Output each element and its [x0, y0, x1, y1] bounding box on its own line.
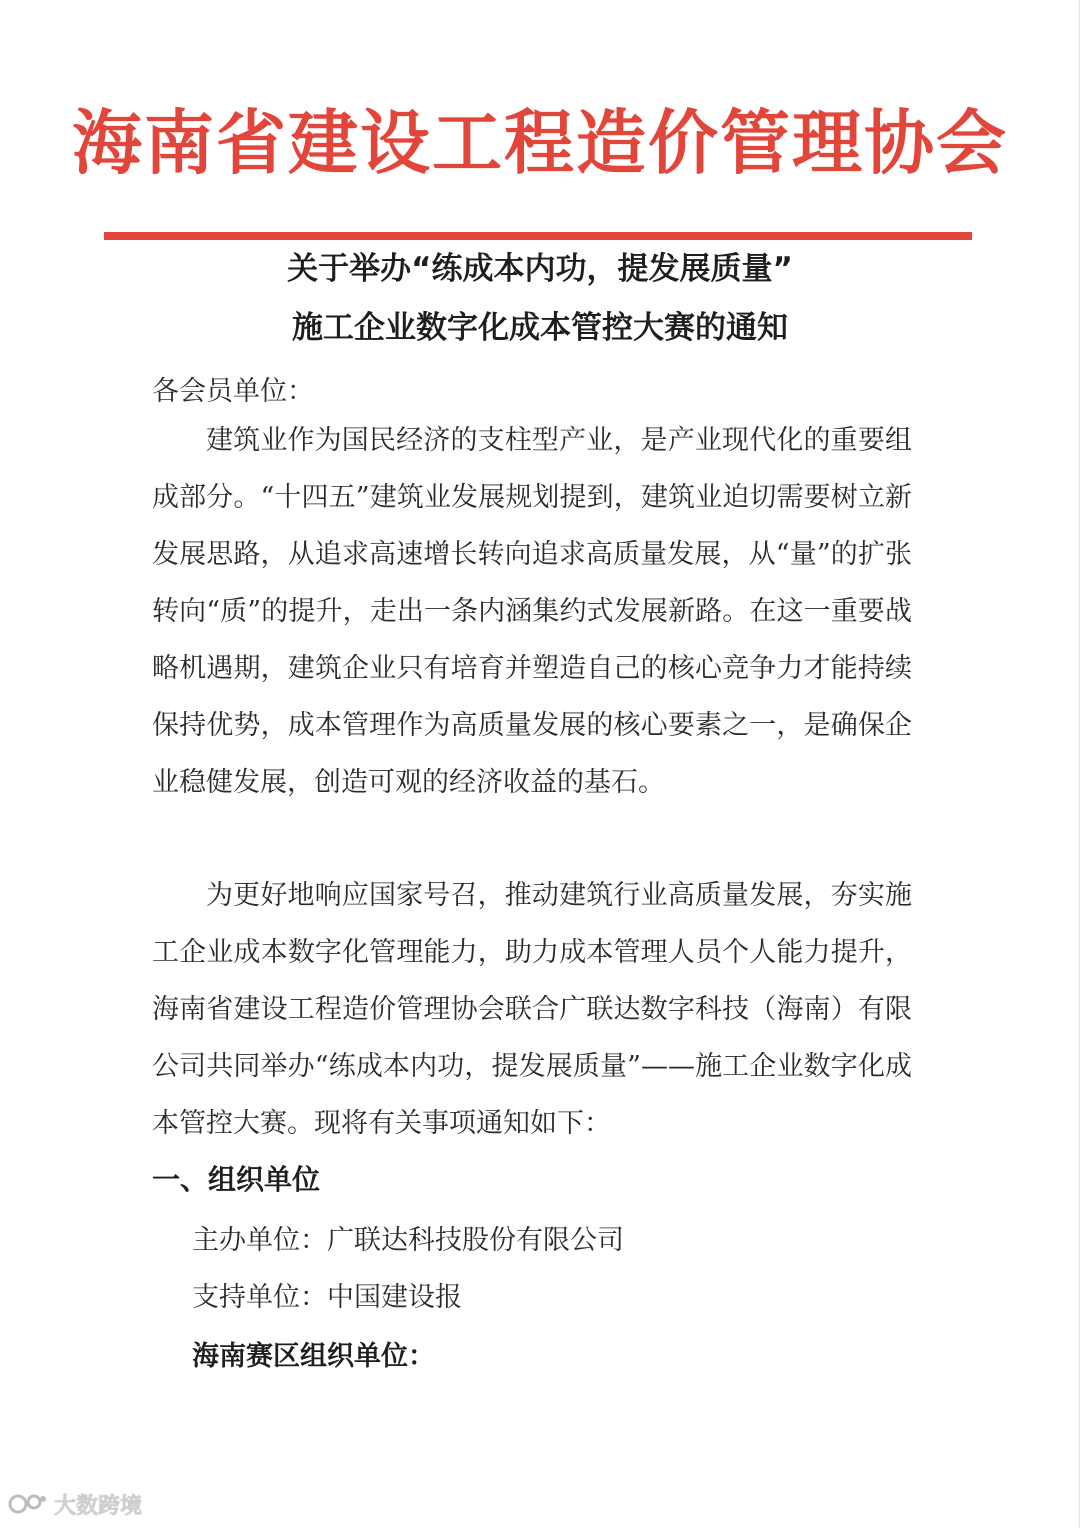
- watermark-logo-icon: [8, 1491, 48, 1517]
- notice-title-line-2: 施工企业数字化成本管控大赛的通知: [292, 310, 788, 346]
- letterhead-red-rule: [104, 232, 972, 240]
- letterhead-title: 海南省建设工程造价管理协会: [72, 101, 1008, 184]
- salutation: 各会员单位：: [152, 376, 314, 407]
- notice-title-line-1: 关于举办“练成本内功，提发展质量”: [287, 251, 793, 287]
- watermark: [8, 1488, 142, 1520]
- watermark-text: 大数跨境: [54, 1493, 143, 1519]
- paragraph-1: 建筑业作为国民经济的支柱型产业，是产业现代化的重要组成部分。“十四五”建筑业发展规划提到，建筑业迫切需要树立新发展思路，从追求高速增长转向追求高质量发展，从“量”的扩张转向“质”的提升，走出一条内涵集约式发展新路。在这一重要战略机遇期，建筑企业只有培育并塑造自己的核心竞争力才能持续保持优势，成本管理作为高质量发展的核心要素之一，是确保企业稳健发展，创造可观的经济收益的基石。: [152, 425, 912, 798]
- host-organizer-line: 主办单位：广联达科技股份有限公司: [192, 1225, 624, 1256]
- supporting-organizer-line: 支持单位：中国建设报: [192, 1282, 462, 1313]
- paragraph-2: 为更好地响应国家号召，推动建筑行业高质量发展，夯实施工企业成本数字化管理能力，助力成本管理人员个人能力提升，海南省建设工程造价管理协会联合广联达数字科技（海南）有限公司共同举办“练成本内功，提发展质量”——施工企业数字化成本管控大赛。现将有关事项通知如下：: [152, 880, 912, 1139]
- regional-organizer-heading: 海南赛区组织单位：: [192, 1341, 435, 1372]
- section-heading-organizers: 一、组织单位: [152, 1163, 321, 1196]
